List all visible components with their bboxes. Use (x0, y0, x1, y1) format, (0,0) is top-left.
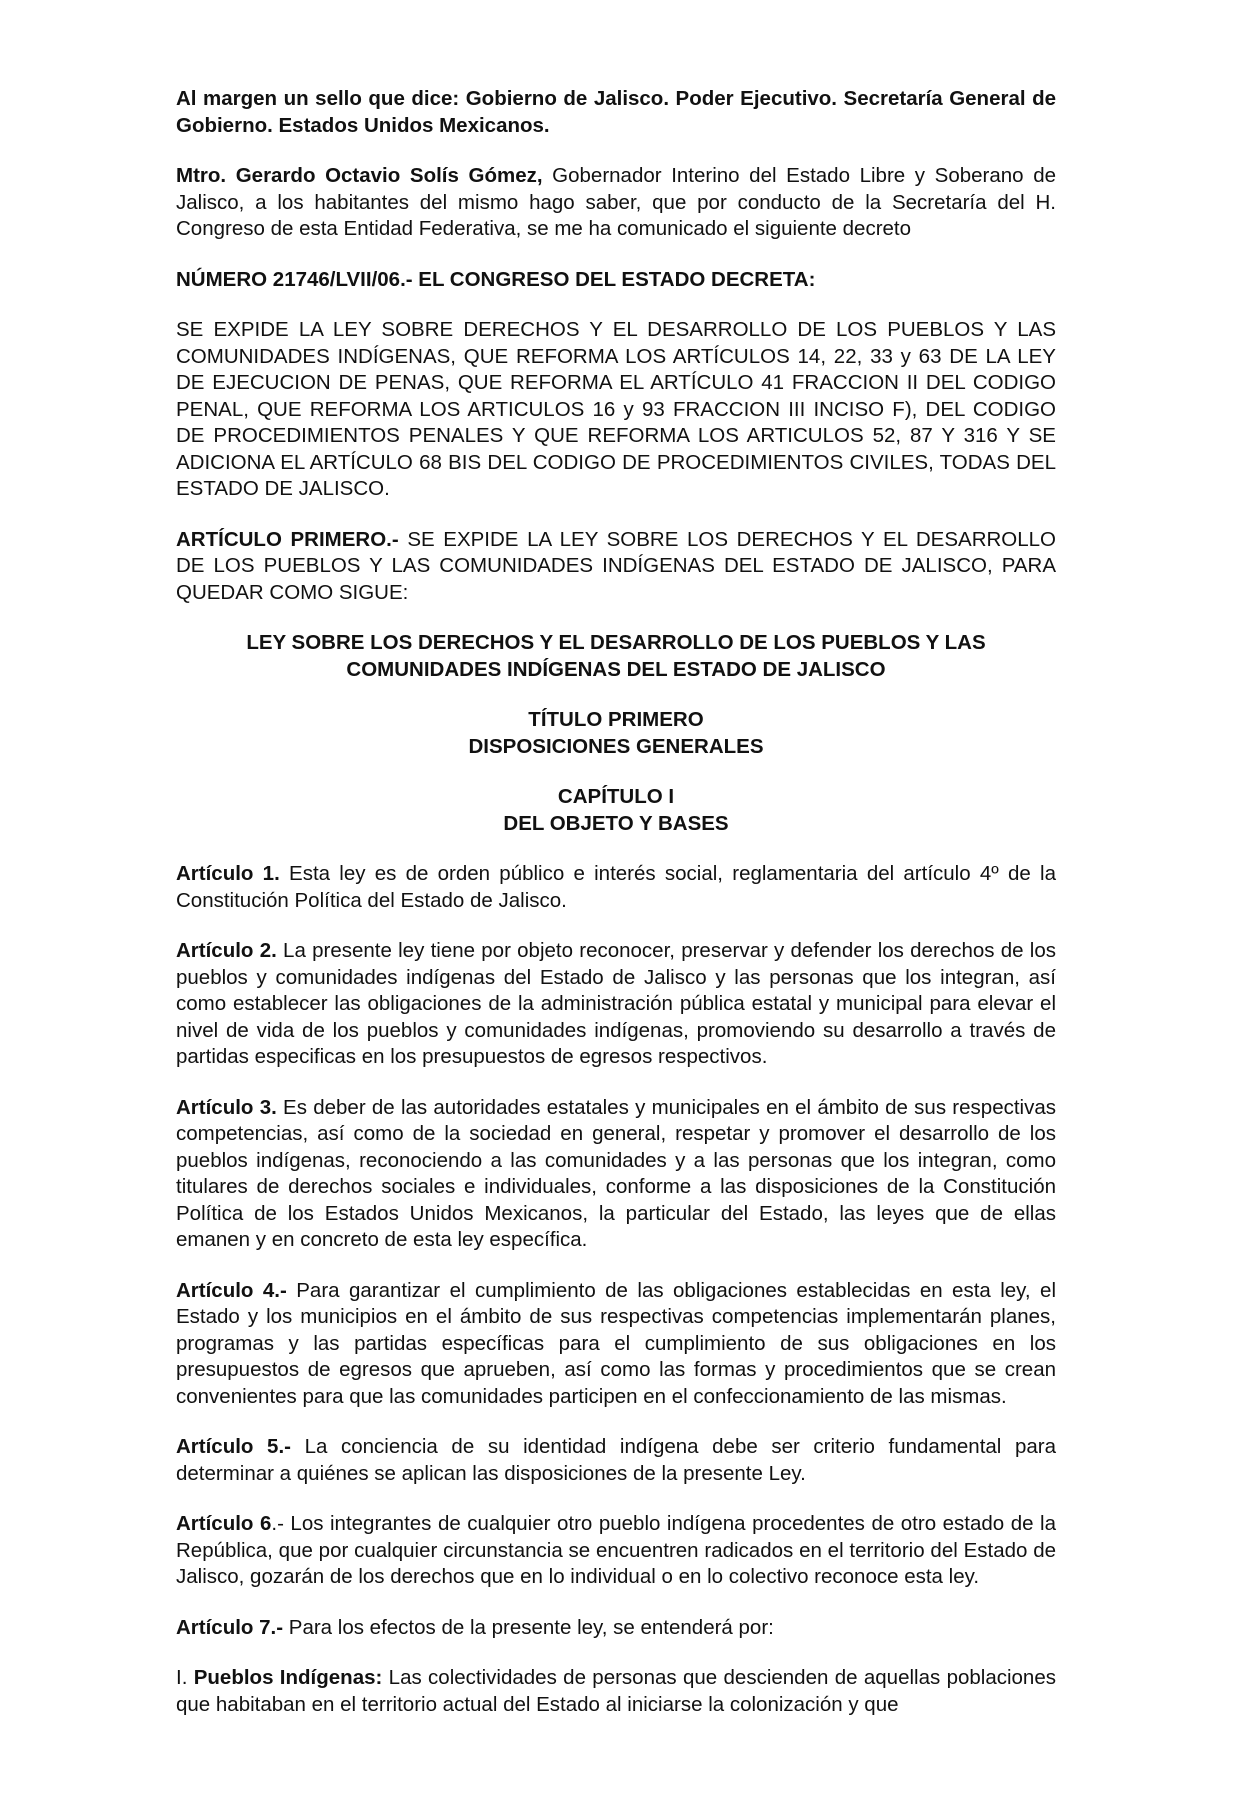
article-label: Artículo 6 (176, 1512, 272, 1535)
chapter-heading-line-1: CAPÍTULO I (557, 785, 675, 808)
chapter-heading (176, 784, 1056, 837)
article-text: Es deber de las autoridades estatales y municipales en el ámbito de sus respectivas competencias, así como de la sociedad en general, respetar y promover el desarrollo de los pueblos indígenas, reconociendo a las comunidades y a las personas que los integran, como titulares de derechos sociales e individuales, conforme a las disposiciones de la Constitución Política de los Estados Unidos Mexicanos, la particular del Estado, las leyes que de ellas emanen y en concreto de esta ley específica. (176, 1095, 1056, 1251)
fraction-prefix: I. (176, 1666, 194, 1689)
law-title-line-1: LEY SOBRE LOS DERECHOS Y EL DESARROLLO DE LOS PUEBLOS Y LAS (246, 631, 986, 654)
margin-note-text: Al margen un sello que dice: Gobierno de Jalisco. Poder Ejecutivo. Secretaría General de Gobierno. Estados Unidos Mexicanos. (176, 87, 1056, 137)
article-6 (176, 1511, 1056, 1591)
article-2 (176, 938, 1056, 1071)
article-text: La conciencia de su identidad indígena debe ser criterio fundamental para determinar a quiénes se aplican las disposiciones de la presente Ley. (176, 1435, 1056, 1485)
decree-summary: SE EXPIDE LA LEY SOBRE DERECHOS Y EL DESARROLLO DE LOS PUEBLOS Y LAS COMUNIDADES INDÍGENAS, QUE REFORMA LOS ARTÍCULOS 14, 22, 33 y 63 DE LA LEY DE EJECUCION DE PENAS, QUE REFORMA EL ARTÍCULO 41 FRACCION II DEL CODIGO PENAL, QUE REFORMA LOS ARTICULOS 16 y 93 FRACCION III INCISO F), DEL CODIGO DE PROCEDIMIENTOS PENALES Y QUE REFORMA LOS ARTICULOS 52, 87 Y 316 Y SE ADICIONA EL ARTÍCULO 68 BIS DEL CODIGO DE PROCEDIMIENTOS CIVILES, TODAS DEL ESTADO DE JALISCO. (176, 318, 1056, 500)
article-label: Artículo 5.- (176, 1435, 291, 1458)
article-label: Artículo 1. (176, 862, 280, 885)
law-title-line-2: COMUNIDADES INDÍGENAS DEL ESTADO DE JALISCO (346, 657, 886, 681)
article-first (176, 527, 1056, 607)
article-text: Esta ley es de orden público e interés social, reglamentaria del artículo 4º de la Constitución Política del Estado de Jalisco. (176, 862, 1056, 912)
decree-number (176, 267, 1056, 294)
article-text: Para garantizar el cumplimiento de las obligaciones establecidas en esta ley, el Estado y los municipios en el ámbito de sus respectivas competencias implementarán planes, programas y las partidas específicas para el cumplimiento de sus obligaciones en los presupuestos de egresos que aprueben, así como las formas y procedimientos que se crean convenientes para que las comunidades participen en el confeccionamiento de las mismas. (176, 1278, 1056, 1408)
governor-name: Mtro. Gerardo Octavio Solís Gómez, (176, 164, 543, 187)
law-title (176, 630, 1056, 683)
intro-paragraph (176, 163, 1056, 243)
fraction-text: Las colectividades de personas que descienden de aquellas poblaciones que habitaban en el territorio actual del Estado al iniciarse la colonización y que (176, 1666, 1056, 1716)
article-label: Artículo 4.- (176, 1278, 287, 1302)
title-heading (176, 707, 1056, 760)
chapter-heading-line-2: DEL OBJETO Y BASES (503, 811, 729, 835)
article-first-text: SE EXPIDE LA LEY SOBRE LOS DERECHOS Y EL DESARROLLO DE LOS PUEBLOS Y LAS COMUNIDADES INDÍGENAS DEL ESTADO DE JALISCO, PARA QUEDAR COMO SIGUE: (176, 527, 1057, 604)
title-heading-line-1: TÍTULO PRIMERO (528, 708, 704, 731)
margin-note (176, 86, 1056, 139)
article-text: La presente ley tiene por objeto reconocer, preservar y defender los derechos de los pueblos y comunidades indígenas del Estado de Jalisco y las personas que los integran, así como establecer las obligaciones de la administración pública estatal y municipal para elevar el nivel de vida de los pueblos y comunidades indígenas, promoviendo su desarrollo a través de partidas especificas en los presupuestos de egresos respectivos. (176, 939, 1056, 1068)
fraction-i (176, 1665, 1056, 1718)
article-label: Artículo 3. (176, 1095, 277, 1119)
article-text: .- Los integrantes de cualquier otro pueblo indígena procedentes de otro estado de la República, que por cualquier circunstancia se encuentren radicados en el territorio del Estado de Jalisco, gozarán de los derechos que en lo individual o en lo colectivo reconoce esta ley. (176, 1512, 1056, 1588)
article-first-label: ARTÍCULO PRIMERO.- (176, 527, 399, 551)
title-heading-line-2: DISPOSICIONES GENERALES (468, 734, 764, 758)
decree-number-text: NÚMERO 21746/LVII/06.- EL CONGRESO DEL ESTADO DECRETA: (176, 267, 816, 291)
document-page (176, 86, 1056, 1742)
article-label: Artículo 7.- (176, 1615, 284, 1639)
article-7 (176, 1615, 1056, 1642)
fraction-label: Pueblos Indígenas: (193, 1666, 383, 1689)
article-3 (176, 1095, 1056, 1254)
article-4 (176, 1278, 1056, 1411)
article-text: Para los efectos de la presente ley, se entenderá por: (283, 1615, 774, 1639)
article-label: Artículo 2. (176, 939, 277, 962)
intro-text: Gobernador Interino del Estado Libre y Soberano de Jalisco, a los habitantes del mismo hago saber, que por conducto de la Secretaría del H. Congreso de esta Entidad Federativa, se me ha comunicado el siguiente decreto (176, 164, 1056, 240)
article-1 (176, 861, 1056, 914)
article-5 (176, 1434, 1056, 1487)
